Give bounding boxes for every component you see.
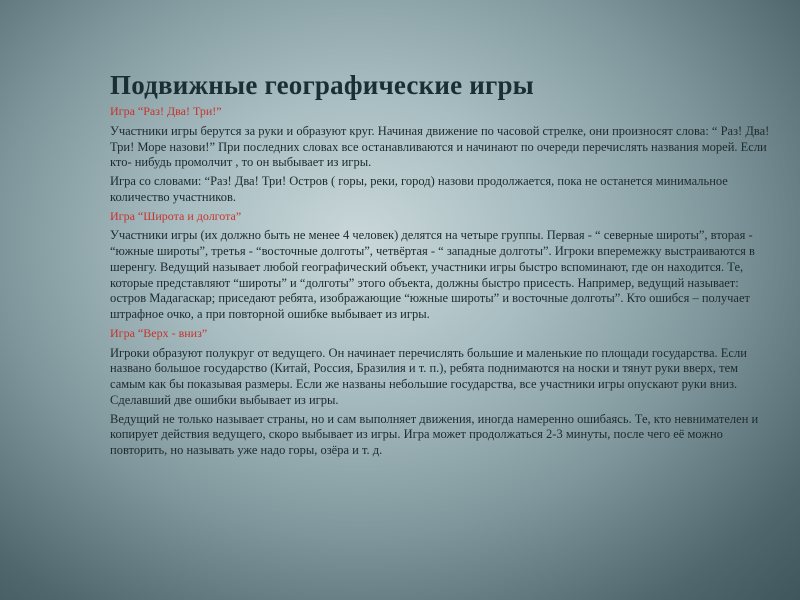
section-verh-vniz bbox=[110, 327, 770, 459]
section-heading: Игра “Широта и долгота” bbox=[110, 208, 242, 223]
section-heading: Игра “Раз! Два! Три!” bbox=[110, 104, 222, 118]
slide-content bbox=[110, 70, 770, 462]
section-paragraph: Игроки образуют полукруг от ведущего. Он начинает перечислять большие и маленькие по площади государства. Если названо большое государство (Китай, Россия, Бразилия и т. п.), ребята поднимаются на носки и тянут руки вверх, тем самым как бы показывая размеры. Если же названы небольшие государства, все участники игры опускают руки вниз. Сделавший две ошибки выбывает из игры. bbox=[110, 345, 747, 407]
section-raz-dva-tri bbox=[110, 105, 770, 206]
section-heading: Игра “Верх - вниз” bbox=[110, 325, 208, 340]
section-paragraph: Участники игры (их должно быть не менее 4 человек) делятся на четыре группы. Первая - “ северные широты”, вторая - “южные широты”, третья - “восточные долготы”, четвёртая - “ западные долготы”. Игроки вперемежку выстраиваются в шеренгу. Ведущий называет любой географический объект, участники игры быстро вспоминают, где он находится. Те, которые представляют “широты” и “долготы” этого объекта, должны быстро присесть. Например, ведущий называет: остров Мадагаскар; приседают ребята, изображающие “южные широты” и восточные долготы”. Кто ошибся – получает штрафное очко, а при повторной ошибке выбывает из игры. bbox=[110, 228, 755, 322]
section-shirota-i-dolgota bbox=[110, 210, 770, 323]
section-paragraph: Участники игры берутся за руки и образуют круг. Начиная движение по часовой стрелке, они произносят слова: “ Раз! Два! Три! Море назови!” При последних словах все останавливаются и начинают по очереди перечислять названия морей. Если кто- нибудь промолчит , то он выбывает из игры. bbox=[110, 123, 770, 170]
section-paragraph: Ведущий не только называет страны, но и сам выполняет движения, иногда намеренно ошибаясь. Те, кто невнимателен и копирует действия ведущего, скоро выбывает из игры. Игра может продолжаться 2-3 минуты, после чего её можно повторить, но называть уже надо горы, озёра и т. д. bbox=[110, 411, 759, 458]
slide-title: Подвижные географические игры bbox=[110, 70, 534, 100]
section-paragraph: Игра со словами: “Раз! Два! Три! Остров ( горы, реки, город) назови продолжается, пока не останется минимальное количество участников. bbox=[110, 174, 728, 204]
